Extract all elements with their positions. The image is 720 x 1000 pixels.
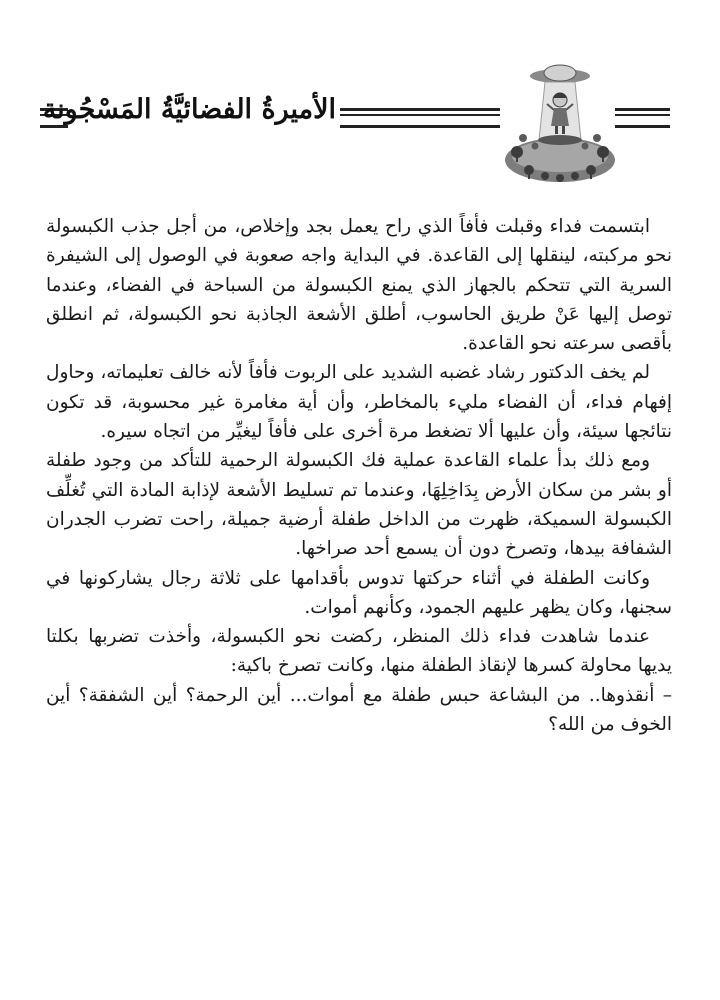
paragraph: ومع ذلك بدأ علماء القاعدة عملية فك الكبسولة الرحمية للتأكد من وجود طفلة أو بشر من سكان الأرض بِدَاخِلِهَا، وعندما تم تسليط الأشعة لإذابة المادة التي تُغلِّف الكبسولة السميكة، ظهرت من الداخل طفلة أرضية جميلة، راحت تضرب الجدران الشفافة بيدها، وتصرخ دون أن يسمع أحد صراخها. [46,450,672,560]
chapter-title: الأميرةُ الفضائيَّةُ المَسْجُونة [42,94,336,125]
chapter-header [40,60,670,190]
dialogue-paragraph: – أنقذوها.. من البشاعة حبس طفلة مع أموات... أين الرحمة؟ أين الشفقة؟ أين الخوف من الله؟ [46,684,672,736]
decorative-rule-middle [340,108,500,128]
paragraph: وكانت الطفلة في أثناء حركتها تدوس بأقدامها على ثلاثة رجال يشاركونها في سجنها، وكان يظهر عليهم الجمود، وكأنهم أموات. [46,567,672,618]
paragraph: لم يخف الدكتور رشاد غضبه الشديد على الربوت فأفاً لأنه خالف تعليماته، وحاول إفهام فداء، أن الفضاء مليء بالمخاطر، وأن أية مغامرة غير محسوبة، قد تكون نتائجها سيئة، وأن عليها ألا تضغط مرة أخرى على فأفاً ليغيِّر من اتجاه سيره. [46,362,672,443]
paragraph: ابتسمت فداء وقبلت فأفاً الذي راح يعمل بجد وإخلاص، من أجل جذب الكبسولة نحو مركبته، لينقلها إلى القاعدة. في البداية واجه صعوبة في الوصول إلى الشيفرة السرية التي تتحكم بالجهاز الذي يمنع الكبسولة من السباحة في الفضاء، وعندما توصل إليها عَنْ طريق الحاسوب، أطلق الأشعة الجاذبة نحو الكبسولة، ثم انطلق بأقصى سرعته نحو القاعدة. [46,216,673,355]
decorative-rule-right [615,108,670,128]
story-text [46,212,672,739]
space-princess-illustration-icon [505,60,615,185]
paragraph: عندما شاهدت فداء ذلك المنظر، ركضت نحو الكبسولة، وأخذت تضربها بكلتا يديها محاولة كسرها لإنقاذ الطفلة منها، وكانت تصرخ باكية: [46,626,672,677]
